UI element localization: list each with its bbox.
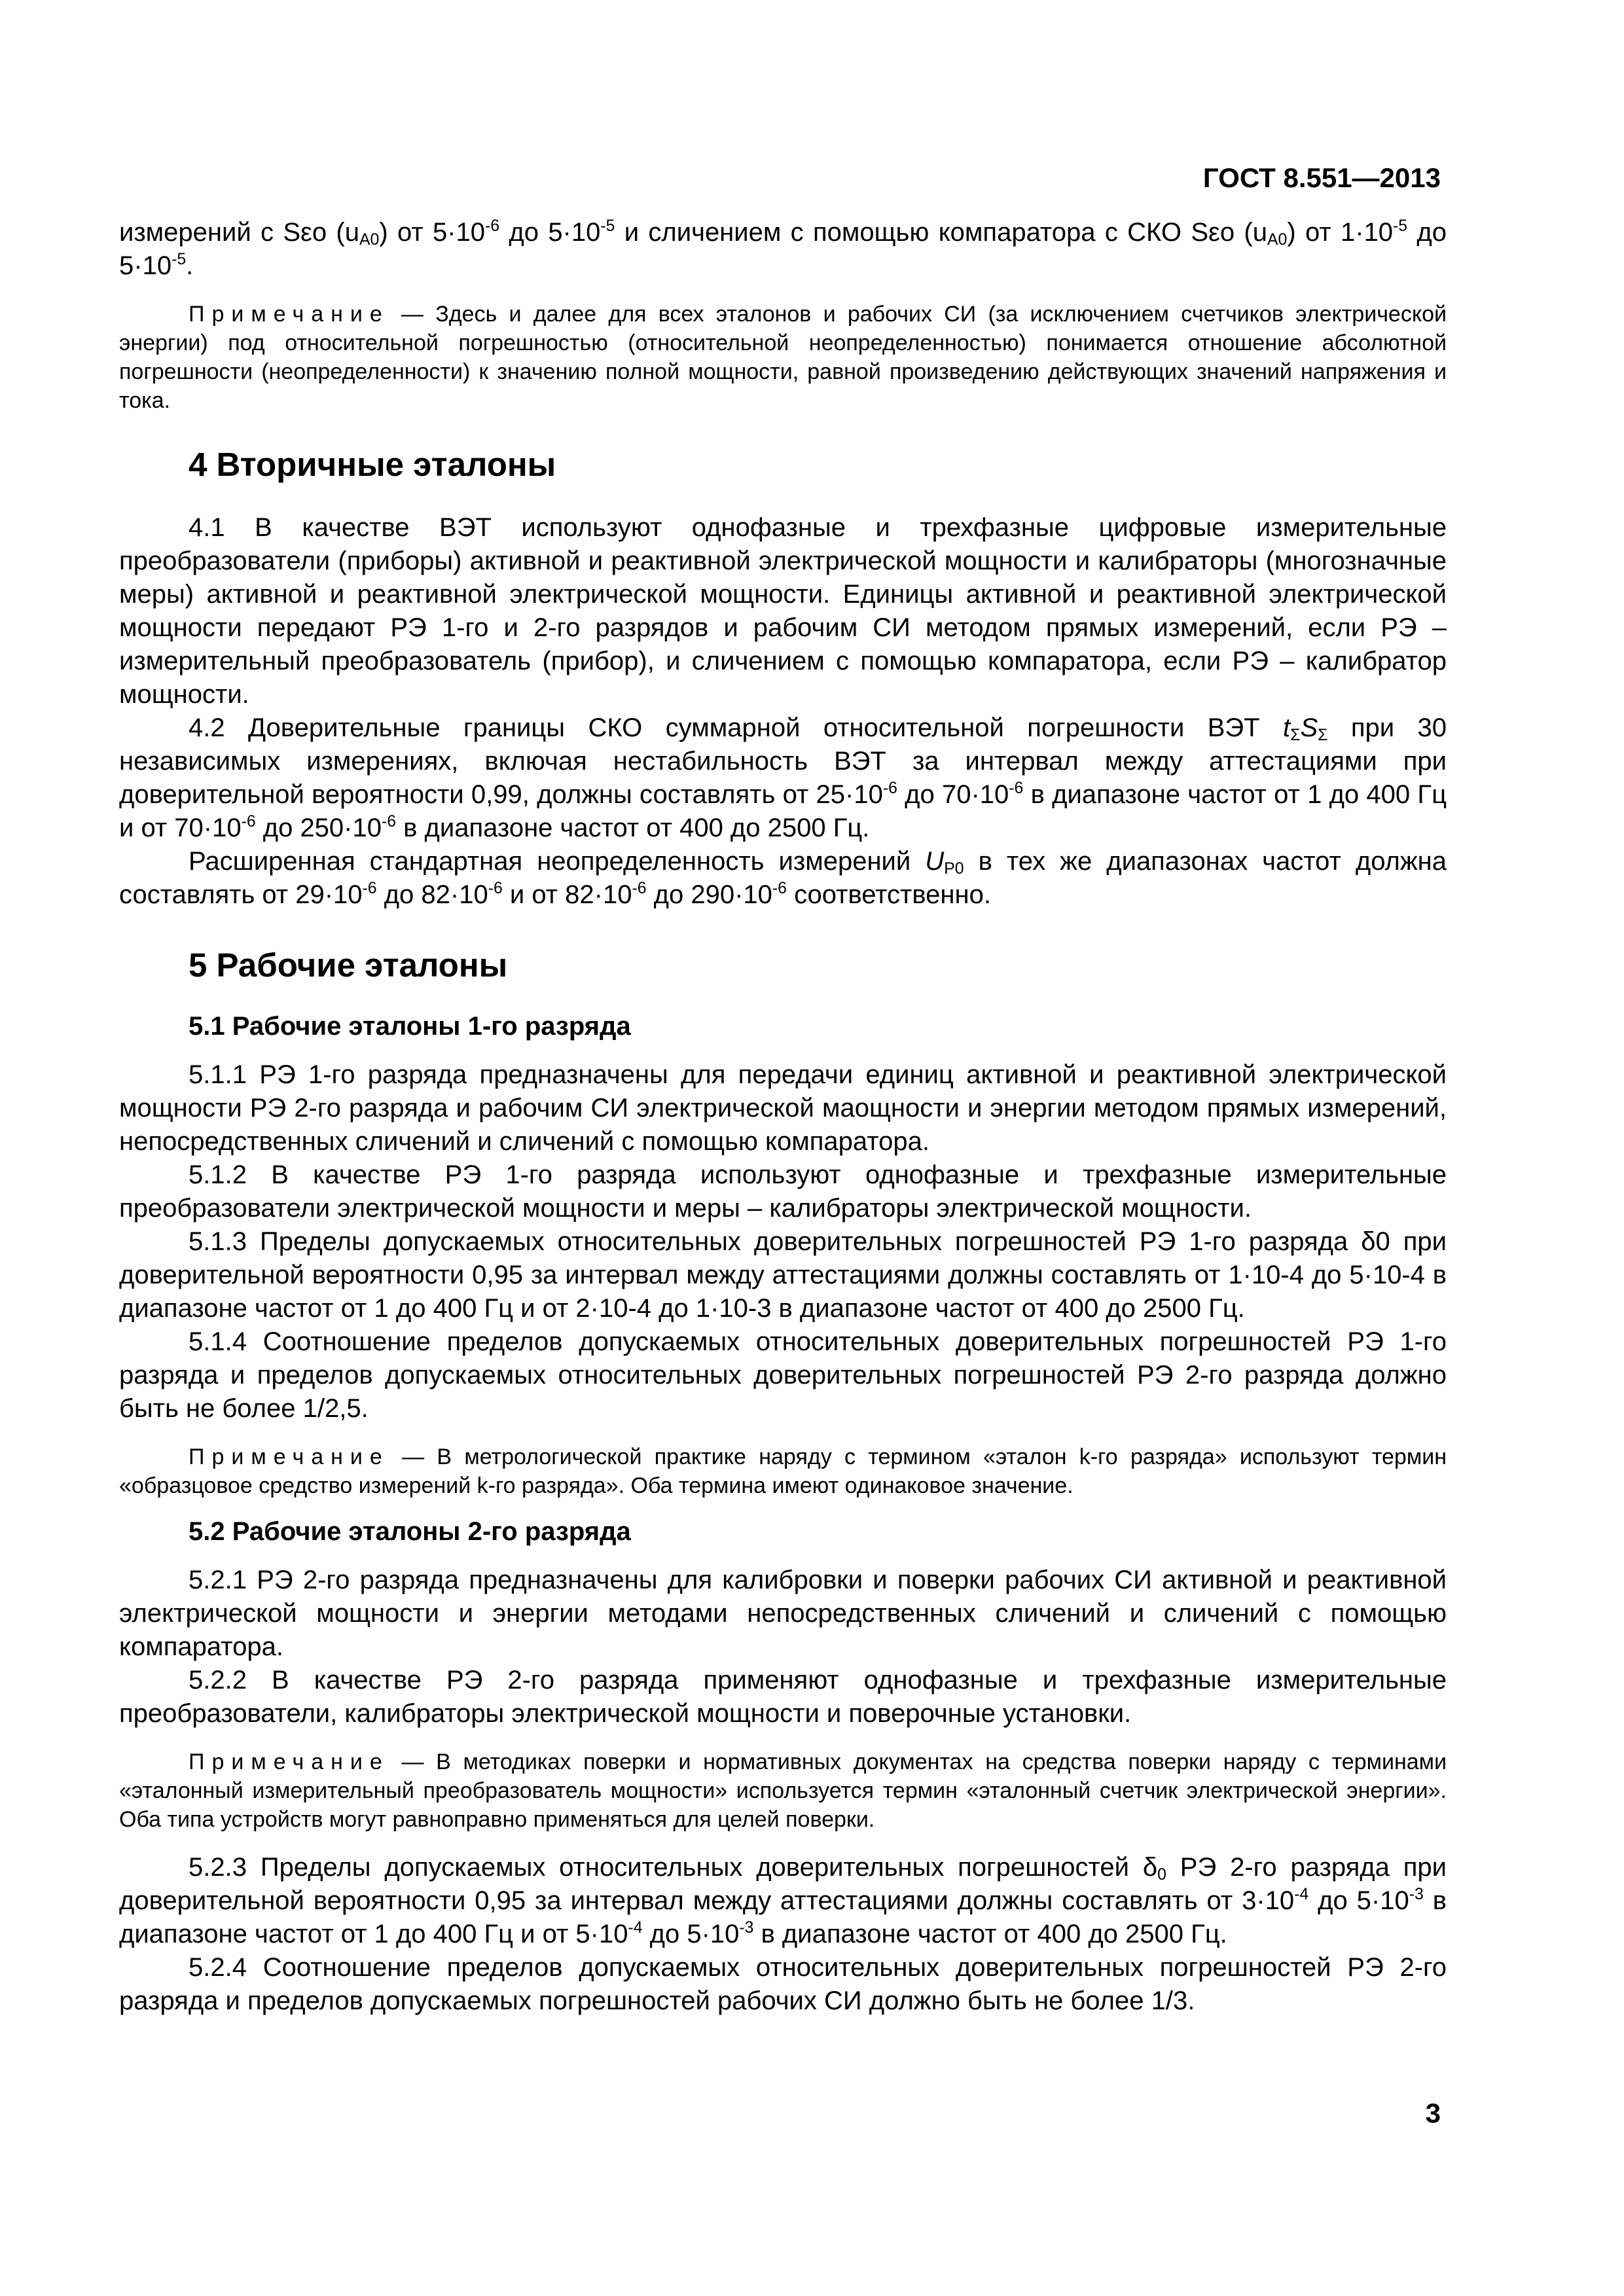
paragraph-5-1-2: 5.1.2 В качестве РЭ 1-го разряда используют однофазные и трехфазные измерительные преобразователи электрической мощности и меры – калибраторы электрической мощности.	[119, 1160, 1447, 1223]
section-4-title: 4 Вторичные эталоны	[189, 446, 556, 483]
paragraph-5-1-1: 5.1.1 РЭ 1-го разряда предназначены для передачи единиц активной и реактивной электрической мощности РЭ 2-го разряда и рабочим СИ электрической маощности и энергии методом прямых измерений, непосредственных сличений и сличений с помощью компаратора.	[119, 1060, 1447, 1156]
page-number: 3	[1425, 2098, 1441, 2128]
paragraph-expanded-uncertainty: Расширенная стандартная неопределенность измерений $U_{P0}$ в тех же диапазонах частот должна составлять от $29\cdot 10^{-6}$ до $82\cdot 10^{-6}$ и от $82\cdot 10^{-6}$ до $290\cdot 10^{-6}$ соответственно.	[119, 847, 1447, 909]
paragraph-5-2-2: 5.2.2 В качестве РЭ 2-го разряда применяют однофазные и трехфазные измерительные преобразователи, калибраторы электрической мощности и поверочные установки.	[119, 1666, 1447, 1728]
intro-paragraph: измерений с Sεо $(u_{А0})$ от $5\cdot 10^{-6}$ до $5\cdot 10^{-5}$ и сличением с помощью компаратора с СКО Sεо $(u_{А0})$ от $1\cdot 10^{-5}$ до $5\cdot 10^{-5}$.	[119, 217, 1447, 280]
subsection-5-2-title: 5.2 Рабочие эталоны 2-го разряда	[189, 1517, 631, 1546]
paragraph-5-2-3: 5.2.3 Пределы допускаемых относительных доверительных погрешностей $\delta_0$ РЭ 2-го разряда при доверительной вероятности 0,95 за интервал между аттестациями должны составлять от $3\cdot 10^{-4}$ до $5\cdot 10^{-3}$ в диапазоне частот от 1 до 400 Гц и от $5\cdot 10^{-4}$ до $5\cdot 10^{-3}$ в диапазоне частот от 400 до 2500 Гц.	[119, 1853, 1447, 1948]
note-label: Примечание	[189, 302, 389, 327]
paragraph-5-2-4: 5.2.4 Соотношение пределов допускаемых относительных доверительных погрешностей РЭ 2-го разряда и пределов допускаемых погрешностей рабочих СИ должно быть не более 1/3.	[119, 1953, 1447, 2015]
paragraph-4-2: 4.2 Доверительные границы СКО суммарной относительной погрешности ВЭТ $t_\Sigma S_\Sigma$ при 30 независимых измерениях, включая нестабильность ВЭТ за интервал между аттестациями при доверительной вероятности 0,99, должны составлять от $25\cdot 10^{-6}$ до $70\cdot 10^{-6}$ в диапазоне частот от 1 до 400 Гц и от $70\cdot 10^{-6}$ до $250\cdot 10^{-6}$ в диапазоне частот от 400 до 2500 Гц.	[119, 713, 1447, 842]
note-label: Примечание	[189, 1749, 389, 1774]
paragraph-4-1: 4.1 В качестве ВЭТ используют однофазные и трехфазные цифровые измерительные преобразователи (приборы) активной и реактивной электрической мощности и калибраторы (многозначные меры) активной и реактивной электрической мощности. Единицы активной и реактивной электрической мощности передают РЭ 1-го и 2-го разрядов и рабочим СИ методом прямых измерений, если РЭ – измерительный преобразователь (прибор), и сличением с помощью компаратора, если РЭ – калибратор мощности.	[119, 513, 1447, 709]
document-body	[119, 216, 1447, 2018]
paragraph-5-2-1: 5.2.1 РЭ 2-го разряда предназначены для калибровки и поверки рабочих СИ активной и реактивной электрической мощности и энергии методами непосредственных сличений и сличений с помощью компаратора.	[119, 1566, 1447, 1661]
note-standard-terminology: Примечание — В метрологической практике наряду с термином «эталон k-го разряда» используют термин «образцовое средство измерений k-го разряда». Оба термина имеют одинаковое значение.	[119, 1444, 1447, 1498]
subsection-5-1-title: 5.1 Рабочие эталоны 1-го разряда	[189, 1012, 631, 1041]
paragraph-5-1-4: 5.1.4 Соотношение пределов допускаемых относительных доверительных погрешностей РЭ 1-го разряда и пределов допускаемых относительных доверительных погрешностей РЭ 2-го разряда должно быть не более 1/2,5.	[119, 1327, 1447, 1423]
note-relative-error: Примечание — Здесь и далее для всех эталонов и рабочих СИ (за исключением счетчиков электрической энергии) под относительной погрешностью (относительной неопределенностью) понимается отношение абсолютной погрешности (неопределенности) к значению полной мощности, равной произведению действующих значений напряжения и тока.	[119, 302, 1447, 413]
paragraph-5-1-3: 5.1.3 Пределы допускаемых относительных доверительных погрешностей РЭ 1-го разряда δ0 при доверительной вероятности 0,95 за интервал между аттестациями должны составлять от 1·10-4 до 5·10-4 в диапазоне частот от 1 до 400 Гц и от 2·10-4 до 1·10-3 в диапазоне частот от 400 до 2500 Гц.	[119, 1227, 1447, 1323]
note-verification-devices: Примечание — В методиках поверки и нормативных документах на средства поверки наряду с терминами «эталонный измерительный преобразователь мощности» используется термин «эталонный счетчик электрической энергии». Оба типа устройств могут равноправно применяться для целей поверки.	[119, 1749, 1447, 1832]
document-id-header: ГОСТ 8.551—2013	[1202, 162, 1441, 193]
section-5-title: 5 Рабочие эталоны	[189, 946, 508, 984]
note-label: Примечание	[189, 1444, 389, 1469]
